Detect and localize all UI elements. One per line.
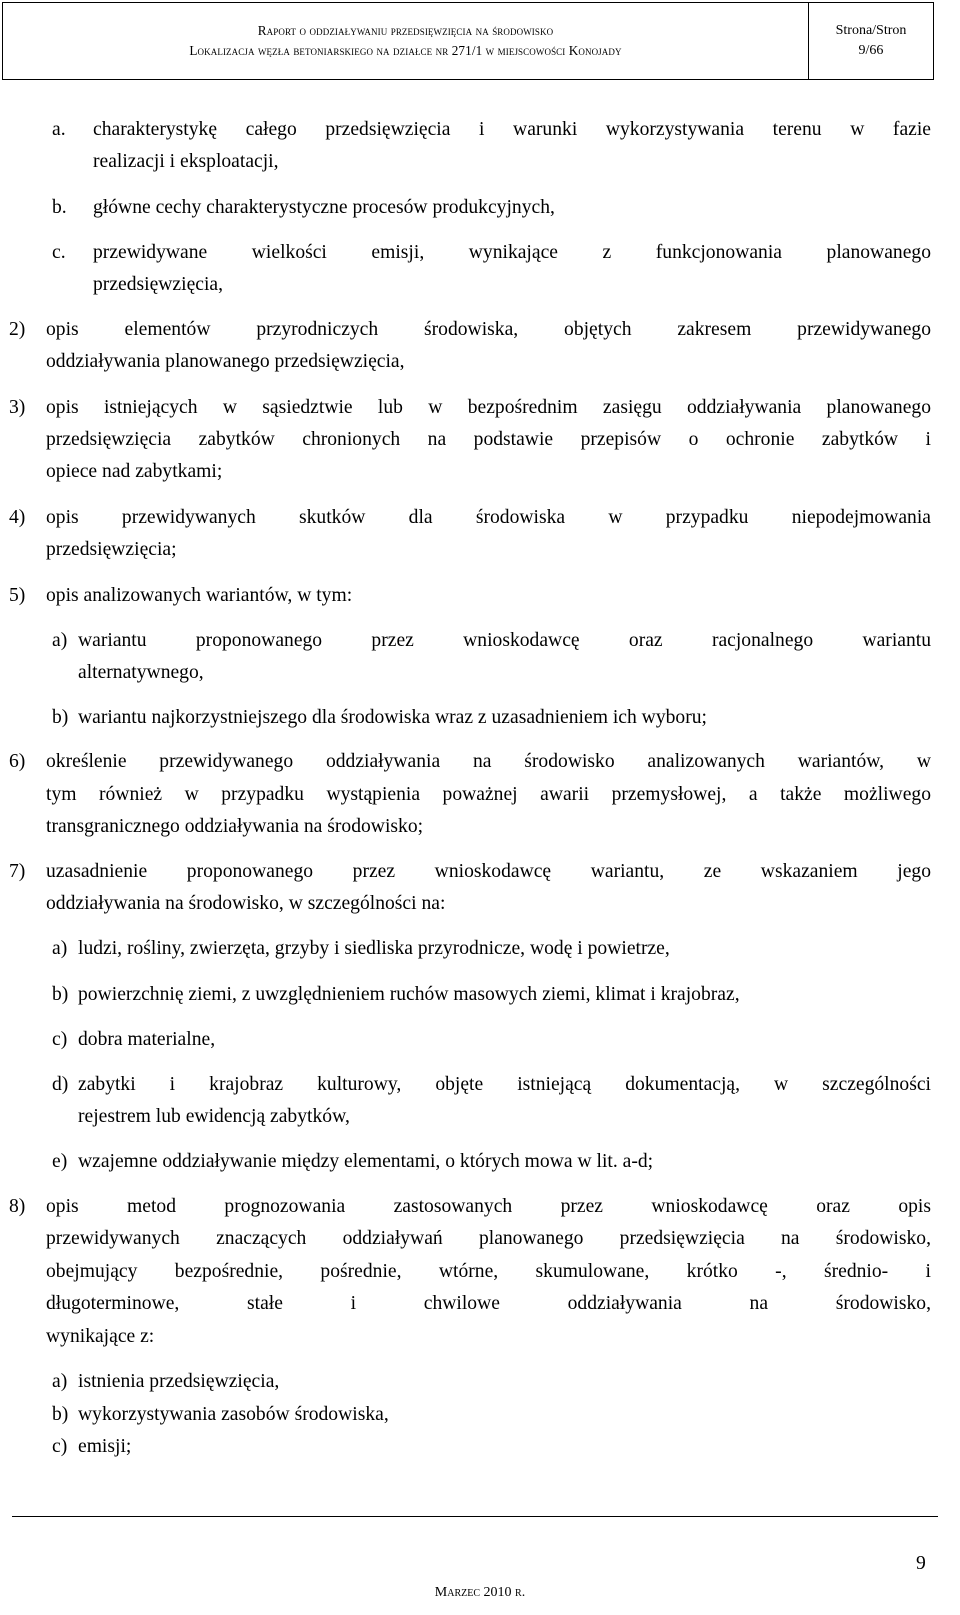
header-page-label: Strona/Stron	[835, 23, 907, 38]
list-marker-7e: e)	[52, 1151, 68, 1172]
item-b-line1: główne cechy charakterystyczne procesów produkcyjnych,	[93, 197, 555, 218]
list-marker-6: 6)	[9, 751, 26, 772]
item-7d-line2: rejestrem lub ewidencją zabytków,	[78, 1106, 350, 1127]
item-c-line1: przewidywane wielkości emisji, wynikające z funkcjonowania planowanego	[93, 242, 931, 263]
list-marker-5: 5)	[9, 585, 26, 606]
item-6-line3: transgranicznego oddziaływania na środowisko;	[46, 816, 424, 837]
header-page-value: 9/66	[858, 43, 884, 58]
item-6-line2: tym również w przypadku wystąpienia poważnej awarii przemysłowej, a także możliwego	[46, 784, 931, 805]
item-a-line2: realizacji i eksploatacji,	[93, 151, 279, 172]
footer-date: Marzec 2010 r.	[434, 1585, 526, 1600]
item-8-line3: obejmujący bezpośrednie, pośrednie, wtórne, skumulowane, krótko -, średnio- i	[46, 1261, 931, 1282]
item-2-line1: opis elementów przyrodniczych środowiska, objętych zakresem przewidywanego	[46, 319, 931, 340]
item-7b-line1: powierzchnię ziemi, z uwzględnieniem ruchów masowych ziemi, klimat i krajobraz,	[78, 984, 740, 1005]
list-marker-3: 3)	[9, 397, 26, 418]
header-title-line1: Raport o oddziaływaniu przedsięwzięcia na środowisko	[257, 23, 554, 38]
item-5a-line1: wariantu proponowanego przez wnioskodawcę oraz racjonalnego wariantu	[78, 630, 931, 651]
item-6-line1: określenie przewidywanego oddziaływania na środowisko analizowanych wariantów, w	[46, 751, 931, 772]
item-8-line5: wynikające z:	[46, 1326, 155, 1347]
header-title-block	[3, 3, 809, 79]
item-8a-line1: istnienia przedsięwzięcia,	[78, 1371, 280, 1392]
header-page-block	[809, 3, 933, 79]
list-marker-b: b.	[52, 197, 67, 218]
list-marker-7c: c)	[52, 1029, 68, 1050]
list-marker-c: c.	[52, 242, 66, 263]
list-marker-2: 2)	[9, 319, 26, 340]
item-8c-line1: emisji;	[78, 1436, 132, 1457]
list-marker-7b: b)	[52, 984, 69, 1005]
item-3-line2: przedsięwzięcia zabytków chronionych na podstawie przepisów o ochronie zabytków i	[46, 429, 931, 450]
list-marker-8b: b)	[52, 1404, 69, 1425]
item-7e-line1: wzajemne oddziaływanie między elementami, o których mowa w lit. a-d;	[78, 1151, 654, 1172]
item-3-line1: opis istniejących w sąsiedztwie lub w bezpośrednim zasięgu oddziaływania planowanego	[46, 397, 931, 418]
item-7a-line1: ludzi, rośliny, zwierzęta, grzyby i siedliska przyrodnicze, wodę i powietrze,	[78, 938, 670, 959]
document-header	[2, 2, 934, 80]
footer-page-number: 9	[916, 1553, 926, 1574]
list-marker-a: a.	[52, 119, 66, 140]
list-marker-8c: c)	[52, 1436, 68, 1457]
header-title-line2: Lokalizacja węzła betoniarskiego na działce nr 271/1 w miejscowości Konojady	[189, 43, 622, 58]
item-5a-line2: alternatywnego,	[78, 662, 204, 683]
list-marker-8: 8)	[9, 1196, 26, 1217]
item-a-line1: charakterystykę całego przedsięwzięcia i warunki wykorzystywania terenu w fazie	[93, 119, 931, 140]
item-c-line2: przedsięwzięcia,	[93, 274, 223, 295]
item-2-line2: oddziaływania planowanego przedsięwzięcia,	[46, 351, 405, 372]
item-7-line1: uzasadnienie proponowanego przez wnioskodawcę wariantu, ze wskazaniem jego	[46, 861, 931, 882]
footer-divider	[12, 1516, 938, 1517]
item-4-line1: opis przewidywanych skutków dla środowiska w przypadku niepodejmowania	[46, 507, 931, 528]
list-marker-7: 7)	[9, 861, 26, 882]
list-marker-7d: d)	[52, 1074, 69, 1095]
item-5b-line1: wariantu najkorzystniejszego dla środowiska wraz z uzasadnieniem ich wyboru;	[78, 707, 707, 728]
list-marker-5b: b)	[52, 707, 69, 728]
item-3-line3: opiece nad zabytkami;	[46, 461, 223, 482]
item-5-line1: opis analizowanych wariantów, w tym:	[46, 585, 353, 606]
item-4-line2: przedsięwzięcia;	[46, 539, 177, 560]
item-8-line2: przewidywanych znaczących oddziaływań planowanego przedsięwzięcia na środowisko,	[46, 1228, 931, 1249]
item-7-line2: oddziaływania na środowisko, w szczególności na:	[46, 893, 446, 914]
item-7c-line1: dobra materialne,	[78, 1029, 216, 1050]
item-8b-line1: wykorzystywania zasobów środowiska,	[78, 1404, 389, 1425]
item-8-line1: opis metod prognozowania zastosowanych przez wnioskodawcę oraz opis	[46, 1196, 931, 1217]
item-8-line4: długoterminowe, stałe i chwilowe oddziaływania na środowisko,	[46, 1293, 931, 1314]
list-marker-4: 4)	[9, 507, 26, 528]
item-7d-line1: zabytki i krajobraz kulturowy, objęte istniejącą dokumentacją, w szczególności	[78, 1074, 931, 1095]
list-marker-8a: a)	[52, 1371, 68, 1392]
list-marker-7a: a)	[52, 938, 68, 959]
list-marker-5a: a)	[52, 630, 68, 651]
